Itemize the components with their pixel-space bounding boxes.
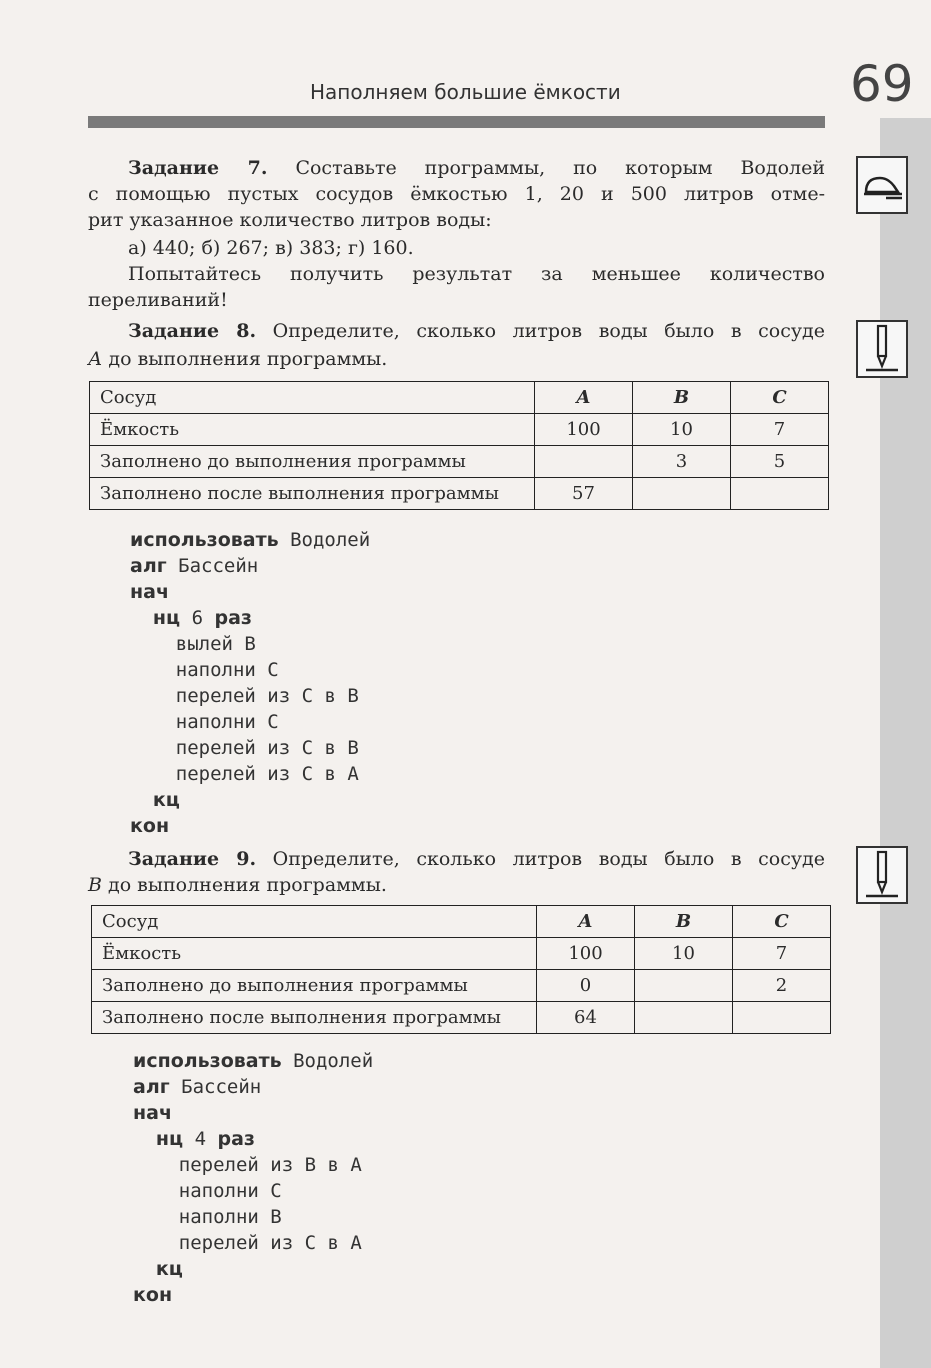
keyword: кон: [133, 1284, 173, 1306]
task9-line1: [88, 846, 825, 872]
task9-vessel-var: В: [88, 874, 102, 896]
task7-hint-line1: [88, 261, 825, 287]
keyword: кц: [155, 1258, 183, 1280]
task9-line2-text: до выполнения программы.: [101, 874, 387, 896]
table-row: [92, 1002, 831, 1034]
keyword: раз: [217, 1128, 255, 1150]
code-line: наполни С: [175, 659, 279, 681]
table-cell: Заполнено до выполнения программы: [90, 446, 535, 478]
code-text: 6: [191, 607, 204, 629]
page-number: 69: [850, 55, 914, 113]
table-cell: 7: [733, 938, 831, 970]
table-cell: Сосуд: [92, 906, 537, 938]
code-text: Бассейн: [181, 1076, 262, 1098]
keyword: кц: [152, 789, 180, 811]
code-line: наполни С: [175, 711, 279, 733]
table-row: [92, 970, 831, 1002]
table-cell: 100: [537, 938, 635, 970]
table-cell: [635, 970, 733, 1002]
keyword: нач: [133, 1102, 172, 1124]
table-cell: 10: [635, 938, 733, 970]
table-header-row: [92, 906, 831, 938]
task9-line2: [88, 872, 825, 898]
table-row: [90, 414, 829, 446]
keyword: нц: [152, 607, 181, 629]
task7-hint-text: Попытайтесь получить результат за меньшее количество: [128, 263, 825, 285]
code-line: наполни В: [178, 1206, 282, 1228]
code-line: перелей из С в А: [175, 763, 359, 785]
code-line: перелей из С в А: [178, 1232, 362, 1254]
code-text: Бассейн: [178, 555, 259, 577]
table-cell: 100: [535, 414, 633, 446]
code-line: [130, 555, 258, 577]
task8-table: [89, 381, 829, 510]
table-cell: [633, 478, 731, 510]
keyword: кон: [130, 815, 170, 837]
table-cell: Сосуд: [90, 382, 535, 414]
table-cell: Ёмкость: [90, 414, 535, 446]
keyword: алг: [133, 1076, 170, 1098]
code-text: Водолей: [293, 1050, 374, 1072]
table-cell: Заполнено после выполнения программы: [90, 478, 535, 510]
running-header: Наполняем большие ёмкости: [310, 80, 621, 104]
task8-program: [130, 527, 370, 839]
table-row: [90, 478, 829, 510]
table-row: [92, 938, 831, 970]
table-cell: 3: [633, 446, 731, 478]
code-line: [133, 1076, 261, 1098]
table-cell: 0: [537, 970, 635, 1002]
table-cell: 64: [537, 1002, 635, 1034]
table-cell: 5: [731, 446, 829, 478]
table-cell: [731, 478, 829, 510]
keyword: использовать: [133, 1050, 282, 1072]
task7-line1: [88, 155, 825, 181]
keyword: алг: [130, 555, 167, 577]
keyword: нач: [130, 581, 169, 603]
table-cell: Заполнено после выполнения программы: [92, 1002, 537, 1034]
header-rule: [88, 116, 825, 128]
code-line: перелей из С в В: [175, 685, 359, 707]
task7-options-text: а) 440; б) 267; в) 383; г) 160.: [128, 237, 414, 259]
task9-table: [91, 905, 831, 1034]
task8-line1: [88, 318, 825, 344]
table-cell: В: [633, 382, 731, 414]
table-cell: [733, 1002, 831, 1034]
table-cell: А: [535, 382, 633, 414]
task8-line2: [88, 346, 825, 372]
table-cell: [535, 446, 633, 478]
table-cell: 57: [535, 478, 633, 510]
code-line: [153, 607, 252, 629]
table-cell: 10: [633, 414, 731, 446]
task7-text: Составьте программы, по которым Водолей: [295, 157, 825, 179]
task8-vessel-var: А: [88, 348, 103, 370]
task7-hint-line2: переливаний!: [88, 289, 228, 311]
task9-program: [133, 1048, 373, 1308]
code-line: перелей из С в В: [175, 737, 359, 759]
task7-label: Задание 7.: [128, 157, 268, 179]
task9-text: Определите, сколько литров воды было в сосуде: [272, 848, 825, 870]
table-cell: [635, 1002, 733, 1034]
pencil-write-icon: [856, 320, 908, 378]
code-line: вылей В: [175, 633, 256, 655]
code-line: [156, 1128, 255, 1150]
task7-line2: с помощью пустых сосудов ёмкостью 1, 20 и 500 литров отме-: [88, 183, 825, 205]
side-strip: [880, 118, 931, 1368]
table-cell: Заполнено до выполнения программы: [92, 970, 537, 1002]
code-line: [130, 529, 370, 551]
code-line: перелей из В в А: [178, 1154, 362, 1176]
table-cell: С: [733, 906, 831, 938]
code-line: [133, 1050, 373, 1072]
task7-line3: рит указанное количество литров воды:: [88, 209, 492, 231]
table-cell: А: [537, 906, 635, 938]
task8-text: Определите, сколько литров воды было в сосуде: [272, 320, 825, 342]
table-cell: 2: [733, 970, 831, 1002]
table-cell: 7: [731, 414, 829, 446]
code-text: 4: [194, 1128, 207, 1150]
computer-mouse-icon: [856, 156, 908, 214]
pencil-write-icon: [856, 846, 908, 904]
table-row: [90, 446, 829, 478]
task8-line2-text: до выполнения программы.: [102, 348, 388, 370]
code-text: Водолей: [290, 529, 371, 551]
table-cell: В: [635, 906, 733, 938]
task7-options: [88, 235, 825, 261]
table-cell: С: [731, 382, 829, 414]
code-line: наполни С: [178, 1180, 282, 1202]
task9-label: Задание 9.: [128, 848, 257, 870]
table-header-row: [90, 382, 829, 414]
table-cell: Ёмкость: [92, 938, 537, 970]
keyword: нц: [155, 1128, 184, 1150]
keyword: использовать: [130, 529, 279, 551]
task8-label: Задание 8.: [128, 320, 257, 342]
keyword: раз: [214, 607, 252, 629]
